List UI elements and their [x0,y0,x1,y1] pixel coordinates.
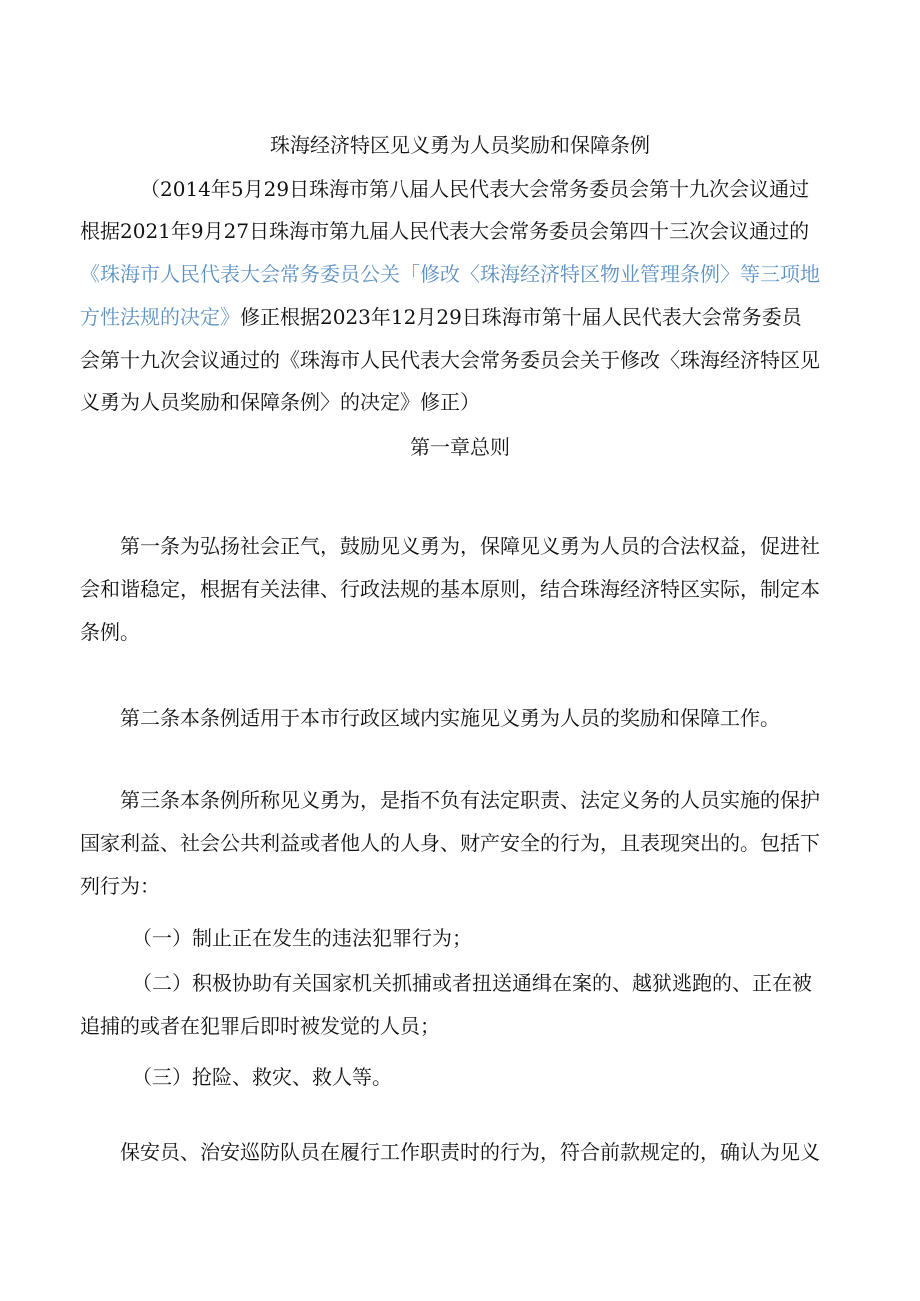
chapter-heading: 第一章总则 [410,435,510,459]
item-1: （一）制止正在发生的违法犯罪行为； [132,926,472,950]
paragraph-security-guards: 保安员、治安巡防队员在履行工作职责时的行为，符合前款规定的，确认为见义 [120,1140,820,1164]
preamble-line-5: 会第十九次会议通过的《珠海市人民代表大会常务委员会关于修改〈珠海经济特区见 [80,348,820,372]
article-1-line-3: 条例。 [80,620,140,644]
amendment-link-part-2[interactable]: 方性法规的决定》 [80,305,240,329]
article-1-line-1: 第一条为弘扬社会正气，鼓励见义勇为，保障见义勇为人员的合法权益，促进社 [120,534,820,558]
article-3-line-3: 列行为： [80,874,160,898]
preamble-line-4 [80,303,840,331]
article-3-line-1: 第三条本条例所称见义勇为，是指不负有法定职责、法定义务的人员实施的保护 [120,788,820,812]
preamble-line-1: （2014年5月29日珠海市第八届人民代表大会常务委员会第十九次会议通过 [140,177,810,201]
amendment-link-part-1[interactable]: 《珠海市人民代表大会常务委员公关「修改〈珠海经济特区物业管理条例〉等三项地 [80,262,820,286]
preamble-line-4-rest: 修正根据2023年12月29日珠海市第十届人民代表大会常务委员 [240,305,802,329]
article-2: 第二条本条例适用于本市行政区域内实施见义勇为人员的奖励和保障工作。 [120,706,780,730]
preamble-line-2: 根据2021年9月27日珠海市第九届人民代表大会常务委员会第四十三次会议通过的 [80,219,810,243]
item-3: （三）抢险、救灾、救人等。 [132,1065,392,1089]
preamble-line-6: 义勇为人员奖励和保障条例〉的决定》修正） [80,390,480,414]
article-1-line-2: 会和谐稳定，根据有关法律、行政法规的基本原则，结合珠海经济特区实际，制定本 [80,577,820,601]
item-2-line-1: （二）积极协助有关国家机关抓捕或者扭送通缉在案的、越狱逃跑的、正在被 [132,971,812,995]
article-3-line-2: 国家利益、社会公共利益或者他人的人身、财产安全的行为，且表现突出的。包括下 [80,831,820,855]
item-2-line-2: 追捕的或者在犯罪后即时被发觉的人员； [80,1014,440,1038]
document-title: 珠海经济特区见义勇为人员奖励和保障条例 [270,133,650,157]
